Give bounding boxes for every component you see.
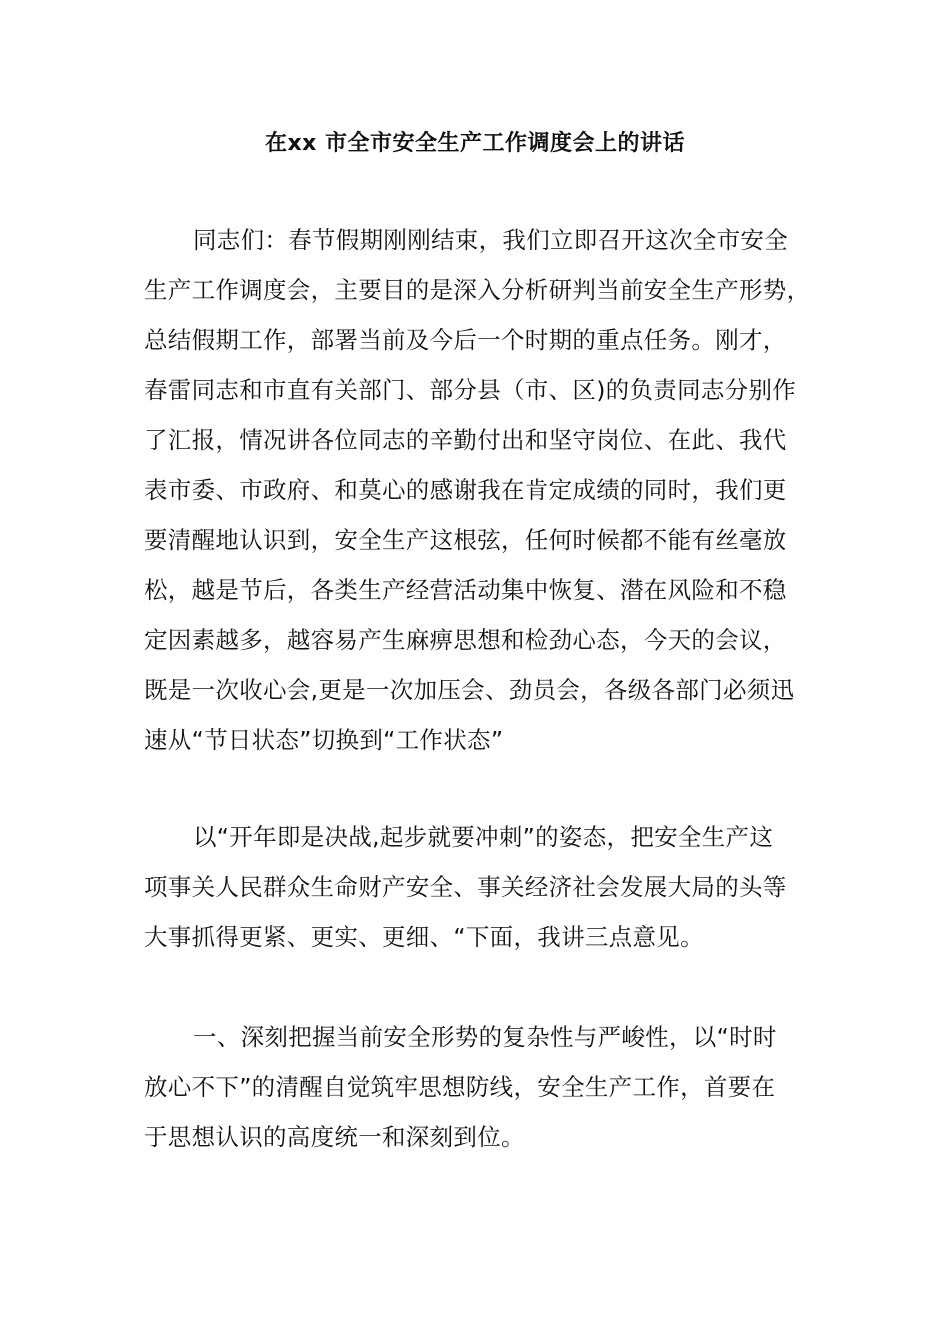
text-line: 松，越是节后，各类生产经营活动集中恢复、潜在风险和不稳	[144, 576, 787, 604]
text-line: 既是一次收心会,更是一次加压会、劲员会，各级各部门必须迅	[144, 676, 795, 704]
text-line: 大事抓得更紧、更实、更细、“下面，我讲三点意见。	[144, 923, 704, 951]
text-line: 定因素越多，越容易产生麻痹思想和检劲心态，今天的会议，	[144, 626, 787, 654]
text-line: 于思想认识的高度统一和深刻到位。	[144, 1123, 525, 1151]
text-line: 总结假期工作，部署当前及今后一个时期的重点任务。刚才，	[144, 326, 787, 354]
paragraph-opening	[144, 215, 824, 765]
text-line: 一、深刻把握当前安全形势的复杂性与严峻性，以“时时	[193, 1023, 777, 1051]
text-line: 速从“节日状态”切换到“工作状态”	[144, 726, 504, 754]
text-line: 表市委、市政府、和莫心的感谢我在肯定成绩的同时，我们更	[144, 476, 787, 504]
text-line: 放心不下”的清醒自觉筑牢思想防线，安全生产工作，首要在	[144, 1073, 776, 1101]
text-line: 了汇报，情况讲各位同志的辛勤付出和坚守岗位、在此、我代	[144, 426, 787, 454]
document-title: 在xx 市全市安全生产工作调度会上的讲话	[264, 131, 686, 156]
text-line: 要清醒地认识到，安全生产这根弦，任何时候都不能有丝毫放	[144, 526, 787, 554]
text-line: 同志们：春节假期刚刚结束，我们立即召开这次全市安全	[193, 226, 788, 254]
paragraph-section-one	[144, 1012, 824, 1162]
text-line: 生产工作调度会，主要目的是深入分析研判当前安全生产形势，	[144, 276, 811, 304]
text-line: 春雷同志和市直有关部门、部分县（市、区)的负责同志分别作	[144, 376, 797, 404]
text-line: 项事关人民群众生命财产安全、事关经济社会发展大局的头等	[144, 873, 787, 901]
paragraph-attitude	[144, 812, 824, 962]
text-line: 以“开年即是决战,起步就要冲刺”的姿态，把安全生产这	[193, 823, 774, 851]
